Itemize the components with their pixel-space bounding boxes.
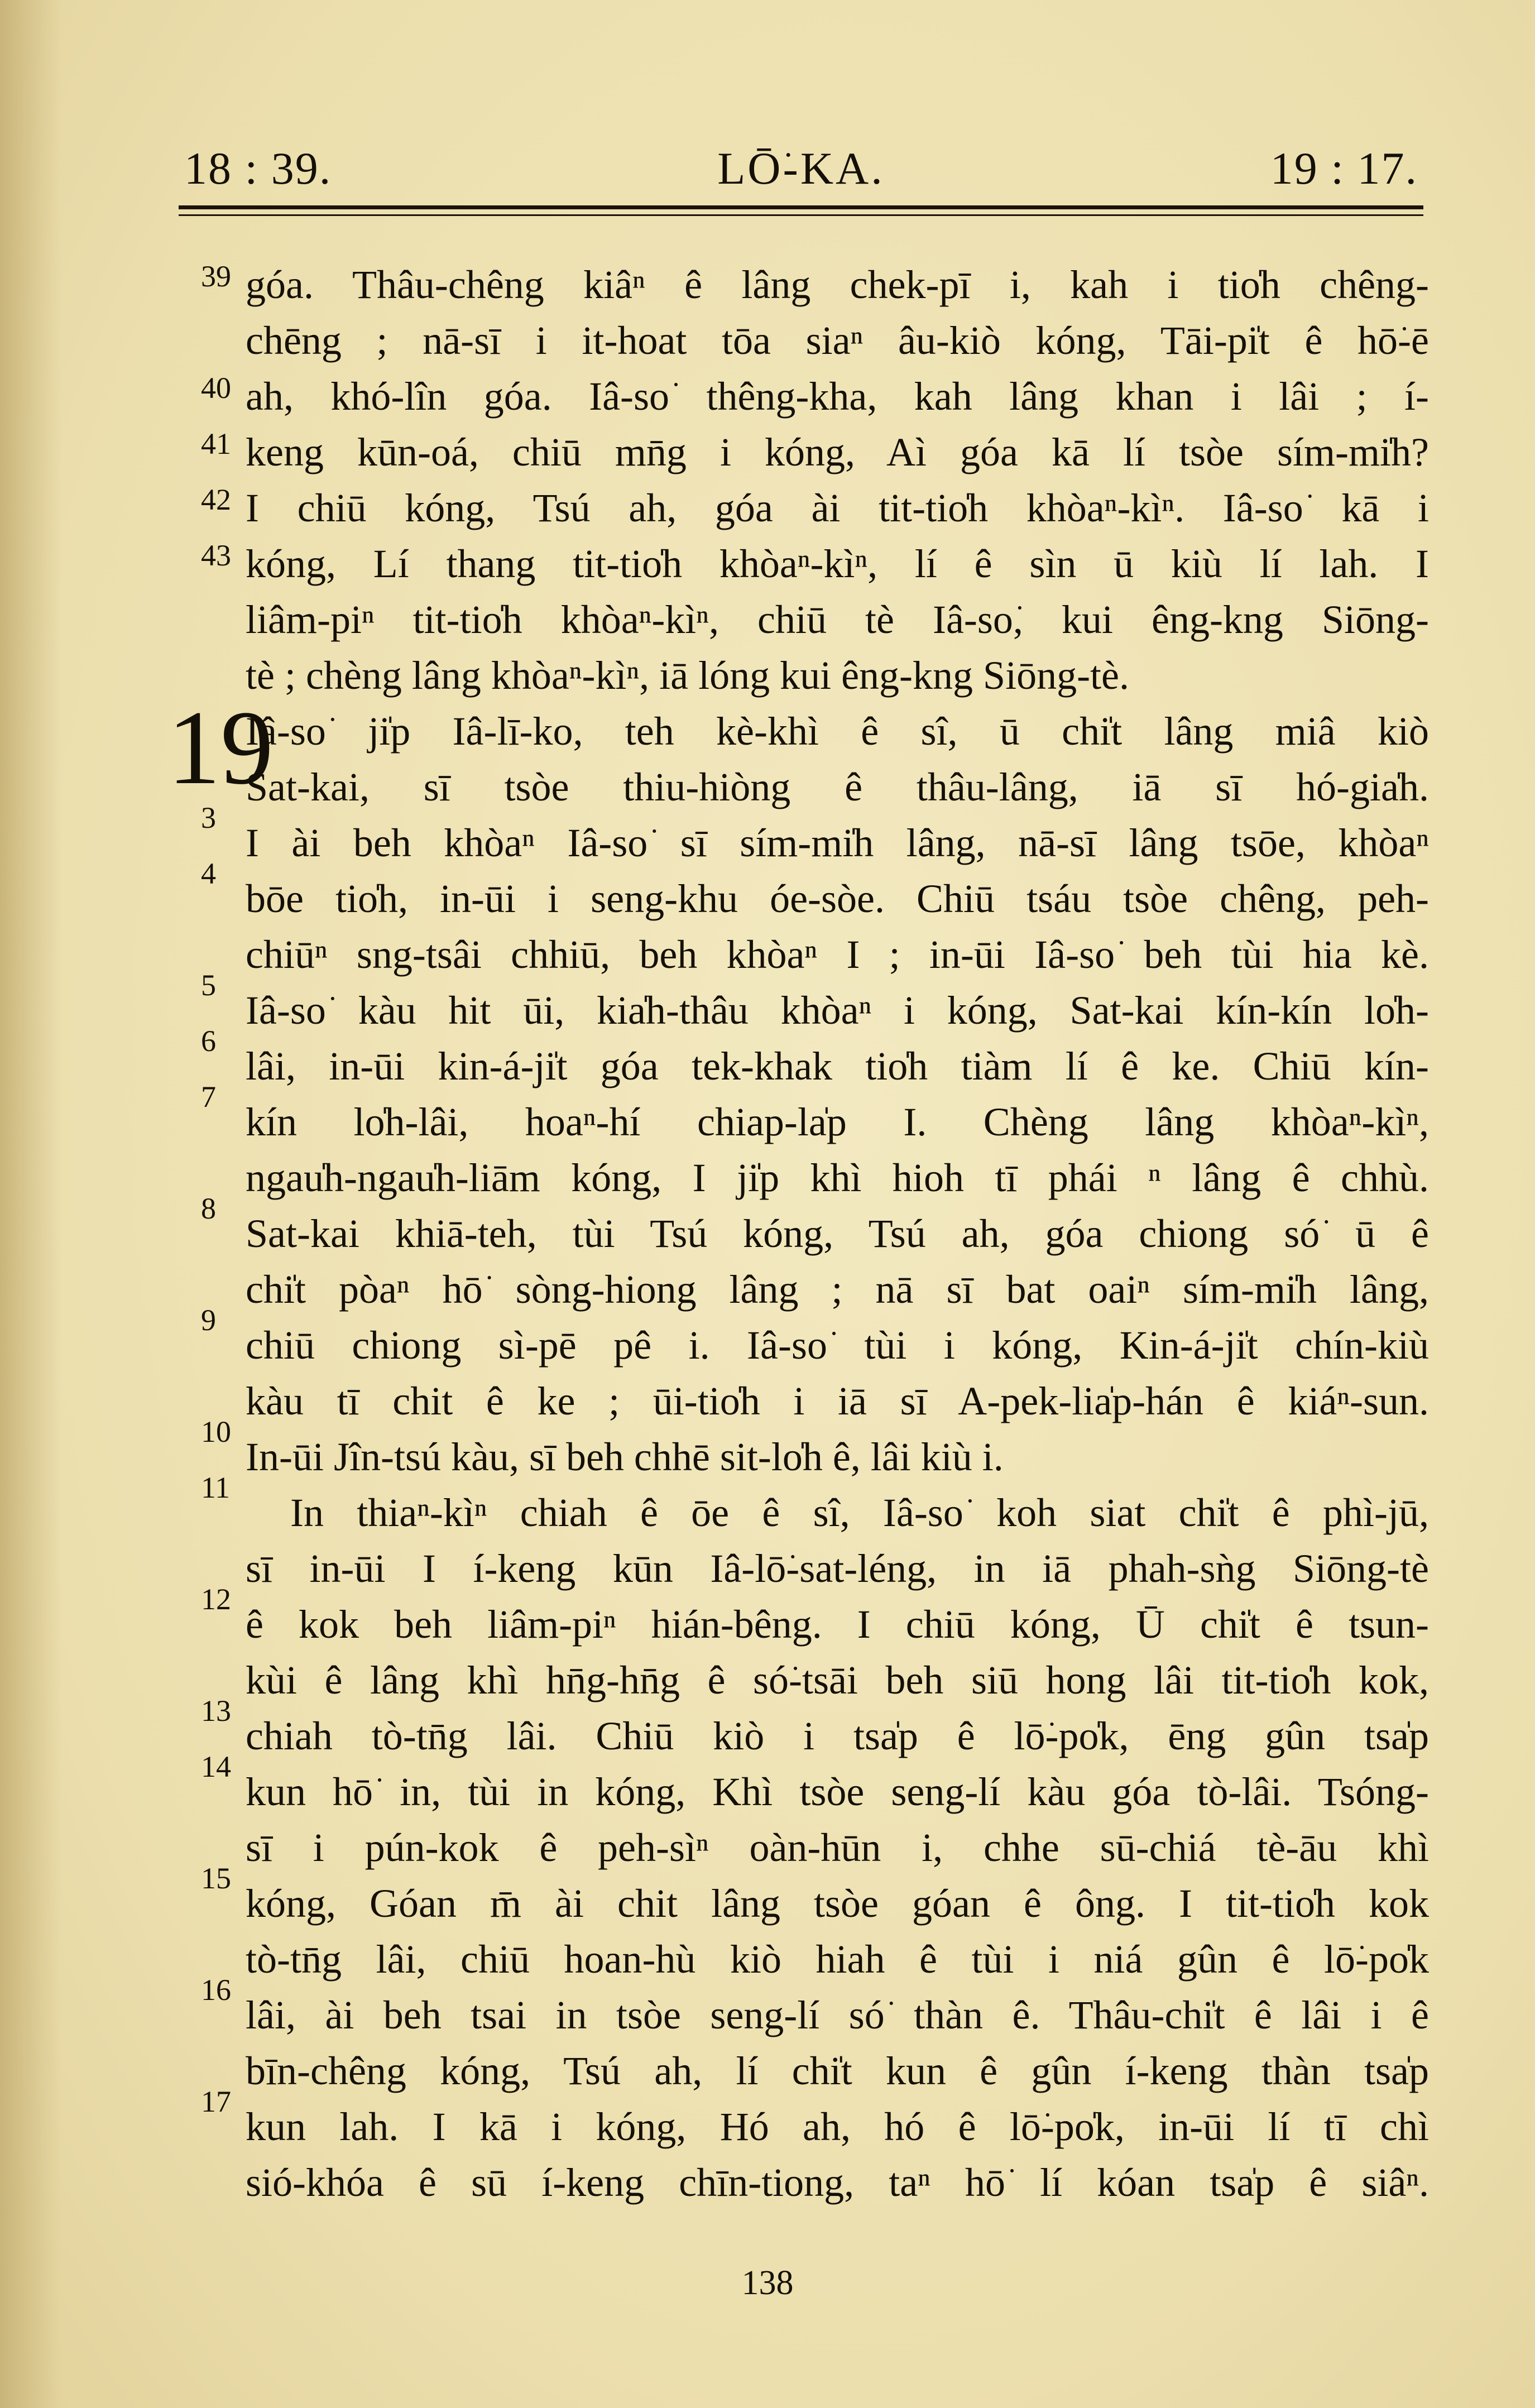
text-line: tè ; chèng lâng khòaⁿ-kìⁿ, iā lóng kui êng-kng Siōng-tè. xyxy=(246,653,1130,698)
text-line: sī in-ūi I í-keng kūn Iâ-lō͘-sat-léng, in iā phah-sǹg Siōng-tè xyxy=(246,1546,1429,1591)
header-right-reference: 19 : 17. xyxy=(1270,143,1418,194)
verse-number: 17 xyxy=(201,2085,231,2118)
text-line: bōe tio̍h, in-ūi i seng-khu óe-sòe. Chiū tsáu tsòe chêng, peh- xyxy=(246,876,1429,921)
text-line: kùi ê lâng khì hn̄g-hn̄g ê só͘-tsāi beh siū hong lâi tit-tio̍h kok, xyxy=(246,1658,1429,1702)
verse-number: 39 xyxy=(201,260,231,293)
verse-number: 13 xyxy=(201,1694,231,1728)
text-line: lâi, in-ūi kin-á-ji̍t góa tek-khak tio̍h tiàm lí ê ke. Chiū kín- xyxy=(246,1044,1429,1088)
header-left-reference: 18 : 39. xyxy=(184,143,332,194)
verse-number: 41 xyxy=(201,427,231,461)
text-line: ah, khó-lîn góa. Iâ-so͘ thêng-kha, kah lâng khan i lâi ; í- xyxy=(246,374,1429,419)
text-line: kun lah. I kā i kóng, Hó ah, hó ê lō͘-po̍k, in-ūi lí tī chì xyxy=(246,2104,1429,2149)
page-number: 138 xyxy=(741,2264,794,2302)
text-line: I ài beh khòaⁿ Iâ-so͘ sī sím-mi̍h lâng, nā-sī lâng tsōe, khòaⁿ xyxy=(246,821,1429,865)
text-line: kun hō͘ in, tùi in kóng, Khì tsòe seng-lí kàu góa tò-lâi. Tsóng- xyxy=(246,1769,1429,1814)
text-line: kàu tī chit ê ke ; ūi-tio̍h i iā sī A-pek-lia̍p-hán ê kiáⁿ-sun. xyxy=(246,1379,1429,1423)
verse-number: 4 xyxy=(201,857,216,890)
verse-number: 15 xyxy=(201,1862,231,1895)
verse-number: 11 xyxy=(201,1471,230,1504)
text-line: I chiū kóng, Tsú ah, góa ài tit-tio̍h khòaⁿ-kìⁿ. Iâ-so͘ kā i xyxy=(246,486,1429,530)
verse-number: 3 xyxy=(201,801,216,834)
text-line: In-ūi Jîn-tsú kàu, sī beh chhē sit-lo̍h ê, lâi kiù i. xyxy=(246,1435,1004,1479)
text-line: ngau̍h-ngau̍h-liām kóng, I ji̍p khì hioh tī phái ⁿ lâng ê chhù. xyxy=(246,1155,1429,1200)
text-line: lâi, ài beh tsai in tsòe seng-lí só͘ thàn ê. Thâu-chi̍t ê lâi i ê xyxy=(246,1993,1429,2037)
text-line: chiū chiong sì-pē pê i. Iâ-so͘ tùi i kóng, Kin-á-ji̍t chín-kiù xyxy=(246,1323,1429,1368)
text-line: kóng, Lí thang tit-tio̍h khòaⁿ-kìⁿ, lí ê sìn ū kiù lí lah. I xyxy=(246,541,1429,586)
text-line: góa. Thâu-chêng kiâⁿ ê lâng chek-pī i, kah i tio̍h chêng- xyxy=(246,262,1429,307)
verse-number: 8 xyxy=(201,1192,216,1225)
chapter-number: 19 xyxy=(167,689,274,807)
verse-number: 43 xyxy=(201,539,231,572)
text-line: chiah tò-tn̄g lâi. Chiū kiò i tsa̍p ê lō͘-po̍k, ēng gûn tsa̍p xyxy=(246,1714,1429,1758)
verse-number: 6 xyxy=(201,1024,216,1058)
verse-number: 40 xyxy=(201,371,231,405)
verse-number: 9 xyxy=(201,1303,216,1337)
verse-number: 42 xyxy=(201,483,231,516)
text-line: Iâ-so͘ kàu hit ūi, kia̍h-thâu khòaⁿ i kóng, Sat-kai kín-kín lo̍h- xyxy=(246,988,1429,1033)
verse-number: 14 xyxy=(201,1750,231,1783)
text-line: kín lo̍h-lâi, hoaⁿ-hí chiap-la̍p I. Chèng lâng khòaⁿ-kìⁿ, xyxy=(246,1100,1429,1144)
text-line: ê kok beh liâm-piⁿ hián-bêng. I chiū kóng, Ū chi̍t ê tsun- xyxy=(246,1602,1429,1647)
text-line: keng kūn-oá, chiū mn̄g i kóng, Aì góa kā lí tsòe sím-mi̍h? xyxy=(246,430,1429,474)
verse-number: 5 xyxy=(201,968,216,1002)
text-line: sió-khóa ê sū í-keng chīn-tiong, taⁿ hō͘ lí kóan tsa̍p ê siâⁿ. xyxy=(246,2160,1429,2205)
verse-number: 10 xyxy=(201,1415,231,1448)
text-line: Iâ-so͘ ji̍p Iâ-lī-ko, teh kè-khì ê sî, ū chi̍t lâng miâ kiò xyxy=(246,709,1429,754)
verse-number: 16 xyxy=(201,1973,231,2007)
text-line: Sat-kai, sī tsòe thiu-hiòng ê thâu-lâng, iā sī hó-gia̍h. xyxy=(246,765,1429,809)
text-line: chēng ; nā-sī i it-hoat tōa siaⁿ âu-kiò kóng, Tāi-pi̍t ê hō͘-ē xyxy=(246,318,1429,363)
text-line: bīn-chêng kóng, Tsú ah, lí chi̍t kun ê gûn í-keng thàn tsa̍p xyxy=(246,2049,1429,2093)
text-line: tò-tn̄g lâi, chiū hoan-hù kiò hiah ê tùi i niá gûn ê lō͘-po̍k xyxy=(246,1937,1429,1982)
text-line: In thiaⁿ-kìⁿ chiah ê ōe ê sî, Iâ-so͘ koh siat chi̍t ê phì-jū, xyxy=(290,1490,1429,1535)
text-line: liâm-piⁿ tit-tio̍h khòaⁿ-kìⁿ, chiū tè Iâ-so͘, kui êng-kng Siōng- xyxy=(246,597,1429,642)
text-line: kóng, Góan m̄ ài chit lâng tsòe góan ê ông. I tit-tio̍h kok xyxy=(246,1881,1429,1926)
verse-number: 7 xyxy=(201,1080,216,1114)
verse-number: 12 xyxy=(201,1582,231,1616)
text-line: chiūⁿ sng-tsâi chhiū, beh khòaⁿ I ; in-ūi Iâ-so͘ beh tùi hia kè. xyxy=(246,932,1429,977)
text-line: Sat-kai khiā-teh, tùi Tsú kóng, Tsú ah, góa chiong só͘ ū ê xyxy=(246,1211,1429,1256)
header-book-title: LŌ͘-KA. xyxy=(717,143,885,194)
text-line: sī i pún-kok ê peh-sìⁿ oàn-hūn i, chhe sū-chiá tè-āu khì xyxy=(246,1825,1429,1870)
text-line: chi̍t pòaⁿ hō͘ sòng-hiong lâng ; nā sī bat oaiⁿ sím-mi̍h lâng, xyxy=(246,1267,1429,1312)
